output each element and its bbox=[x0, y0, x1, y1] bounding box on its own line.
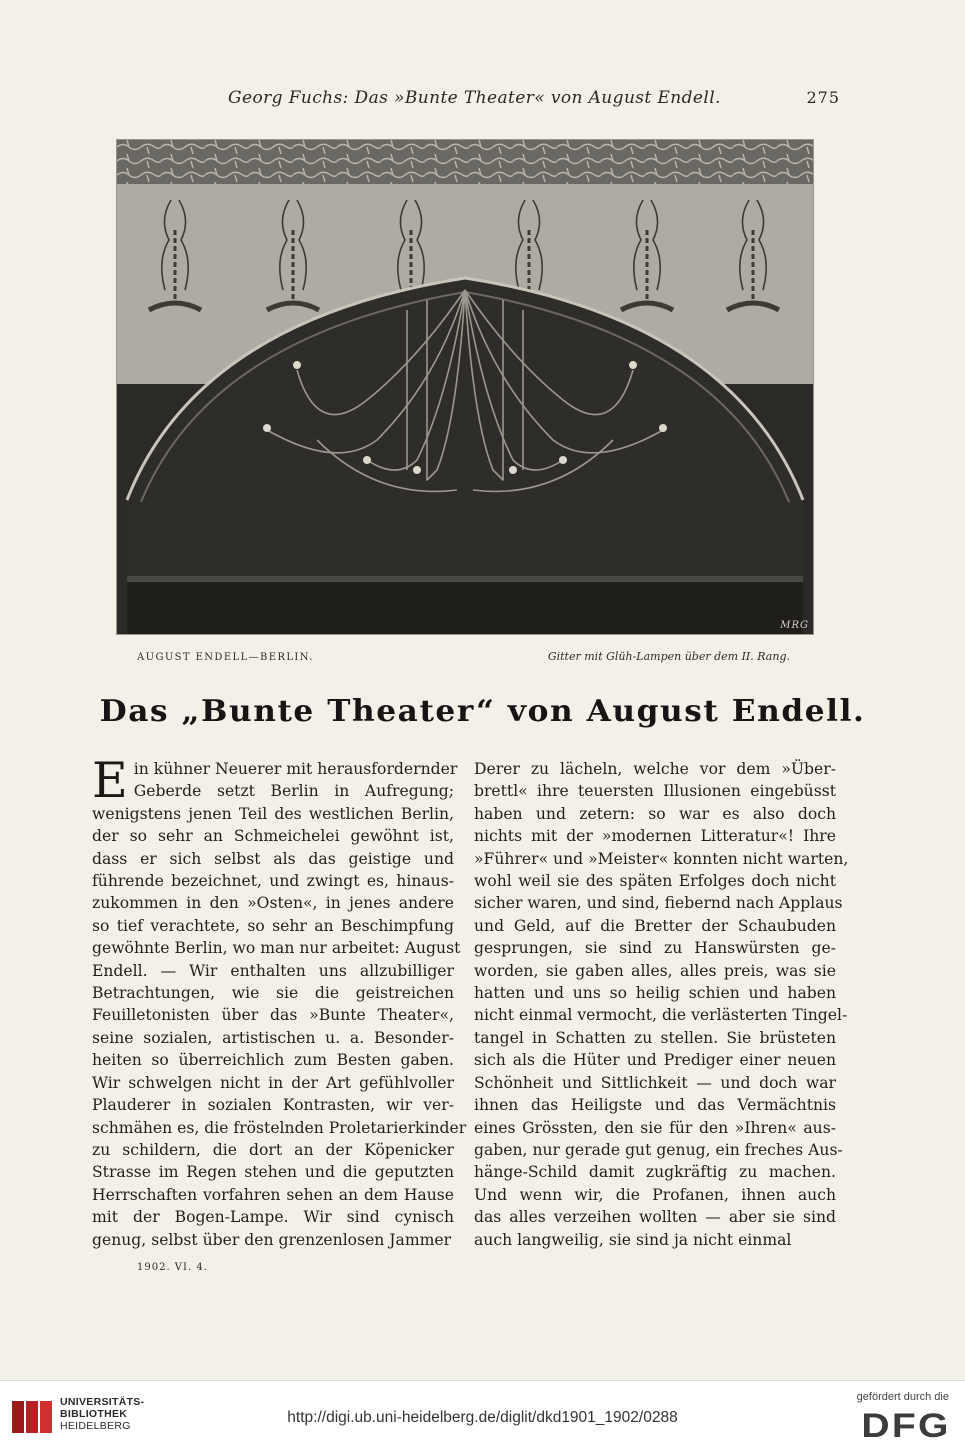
text-line: gewöhnte Berlin, wo man nur arbeitet: August bbox=[92, 939, 461, 958]
text-line: führende bezeichnet, und zwingt es, hinaus- bbox=[92, 872, 454, 891]
text-line: zu schildern, die dort an der Köpenicker bbox=[92, 1140, 454, 1159]
text-line: seine sozialen, artistischen u. a. Besonder- bbox=[92, 1028, 454, 1047]
text-line: Wir schwelgen nicht in der Art gefühlvoller bbox=[92, 1073, 454, 1092]
text-line: Und wenn wir, die Profanen, ihnen auch bbox=[474, 1185, 836, 1204]
running-title: Georg Fuchs: Das »Bunte Theater« von August Endell. bbox=[228, 88, 721, 108]
text-line: haben und zetern: so war es also doch bbox=[474, 804, 836, 823]
text-line: genug, selbst über den grenzenlosen Jammer bbox=[92, 1230, 452, 1249]
text-line: ihnen das Heiligste und das Vermächtnis bbox=[474, 1096, 836, 1115]
funding-note: gefördert durch die bbox=[856, 1391, 949, 1403]
text-line: hatten und uns so heilig schien und haben bbox=[474, 984, 836, 1003]
text-line: eines Grössten, den sie für den »Ihren« aus- bbox=[474, 1118, 836, 1137]
library-name-line: UNIVERSITÄTS- bbox=[60, 1396, 145, 1408]
dfg-logo: DFG bbox=[861, 1407, 951, 1445]
text-line: Schönheit und Sittlichkeit — und doch war bbox=[474, 1073, 836, 1092]
text-line: mit der Bogen-Lampe. Wir sind cynisch bbox=[92, 1208, 454, 1227]
text-line: der so sehr an Schmeichelei gewöhnt ist, bbox=[92, 827, 454, 846]
photo-plate bbox=[117, 140, 813, 634]
text-line: tangel in Schatten zu stellen. Sie brüsteten bbox=[474, 1028, 836, 1047]
library-name-line: HEIDELBERG bbox=[60, 1420, 131, 1432]
page-number: 275 bbox=[806, 88, 840, 107]
text-line: wohl weil sie des späten Erfolges doch nicht bbox=[474, 872, 836, 891]
text-line: dass er sich selbst als das geistige und bbox=[92, 849, 454, 868]
text-line: »Führer« und »Meister« konnten nicht warten, bbox=[474, 849, 849, 868]
plate-monogram: MRG bbox=[780, 620, 809, 631]
text-line: heiten so überreichlich zum Besten gaben. bbox=[92, 1051, 454, 1070]
text-line: sicher waren, und sind, fiebernd nach Applaus bbox=[474, 894, 843, 913]
text-line: worden, sie gaben alles, alles preis, was sie bbox=[474, 961, 836, 980]
theater-grille-photo bbox=[117, 140, 813, 634]
left-column-lines bbox=[92, 752, 467, 1251]
text-line: wenigstens jenen Teil des westlichen Berlin, bbox=[92, 804, 454, 823]
text-line: nicht einmal vermocht, die verlästerten Tingel- bbox=[474, 1006, 848, 1025]
text-line: auch langweilig, sie sind ja nicht einmal bbox=[474, 1230, 792, 1249]
permalink-url[interactable]: http://digi.ub.uni-heidelberg.de/diglit/dkd1901_1902/0288 bbox=[287, 1409, 678, 1426]
text-line: Herrschaften vorfahren sehen an dem Hause bbox=[92, 1185, 454, 1204]
text-column-left bbox=[92, 752, 467, 1251]
text-line: Derer zu lächeln, welche vor dem »Über- bbox=[474, 760, 836, 778]
text-line: Endell. — Wir enthalten uns allzubilliger bbox=[92, 961, 454, 980]
text-line: nichts mit der »modernen Litteratur«! Ihre bbox=[474, 827, 836, 846]
running-head bbox=[120, 88, 840, 112]
caption-artist: AUGUST ENDELL—BERLIN. bbox=[137, 652, 314, 663]
text-line: und Geld, auf die Bretter der Schaubuden bbox=[474, 916, 836, 935]
text-line: Geberde setzt Berlin in Aufregung; bbox=[133, 782, 454, 801]
text-line: in kühner Neuerer mit herausfordernder bbox=[133, 760, 458, 778]
text-column-right bbox=[474, 758, 849, 1251]
text-line: brettl« ihre teuersten Illusionen eingebüsst bbox=[474, 782, 836, 801]
printer-signature: 1902. VI. 4. bbox=[137, 1262, 208, 1273]
caption-description: Gitter mit Glüh-Lampen über dem II. Rang. bbox=[547, 650, 790, 663]
digitization-footer bbox=[0, 1380, 965, 1453]
text-line: hänge-Schild damit zugkräftig zu machen. bbox=[474, 1163, 836, 1182]
text-line: das alles verzeihen wollten — aber sie sind bbox=[474, 1208, 836, 1227]
right-column-lines bbox=[474, 758, 849, 1251]
text-line: Feuilletonisten über das »Bunte Theater«, bbox=[92, 1006, 454, 1025]
text-line: schmähen es, die fröstelnden Proletarierkinder bbox=[92, 1118, 467, 1137]
text-line: Strasse im Regen stehen und die geputzten bbox=[92, 1163, 454, 1182]
article-headline: Das „Bunte Theater“ von August Endell. bbox=[99, 694, 866, 729]
text-line: sich als die Hüter und Prediger einer neuen bbox=[474, 1051, 836, 1070]
text-line: gaben, nur gerade gut genug, ein freches Aus- bbox=[474, 1140, 843, 1159]
text-line: Plauderer in sozialen Kontrasten, wir ver- bbox=[92, 1096, 454, 1115]
text-line: so tief verachtete, so sehr an Beschimpfung bbox=[92, 916, 454, 935]
library-name-line: BIBLIOTHEK bbox=[60, 1408, 128, 1420]
text-line: gesprungen, sie sind zu Hanswürsten ge- bbox=[474, 939, 836, 958]
text-line: zukommen in den »Osten«, in jenes andere bbox=[92, 894, 454, 913]
text-line: Betrachtungen, wie sie die geistreichen bbox=[92, 984, 454, 1003]
drop-cap: E bbox=[92, 752, 128, 809]
